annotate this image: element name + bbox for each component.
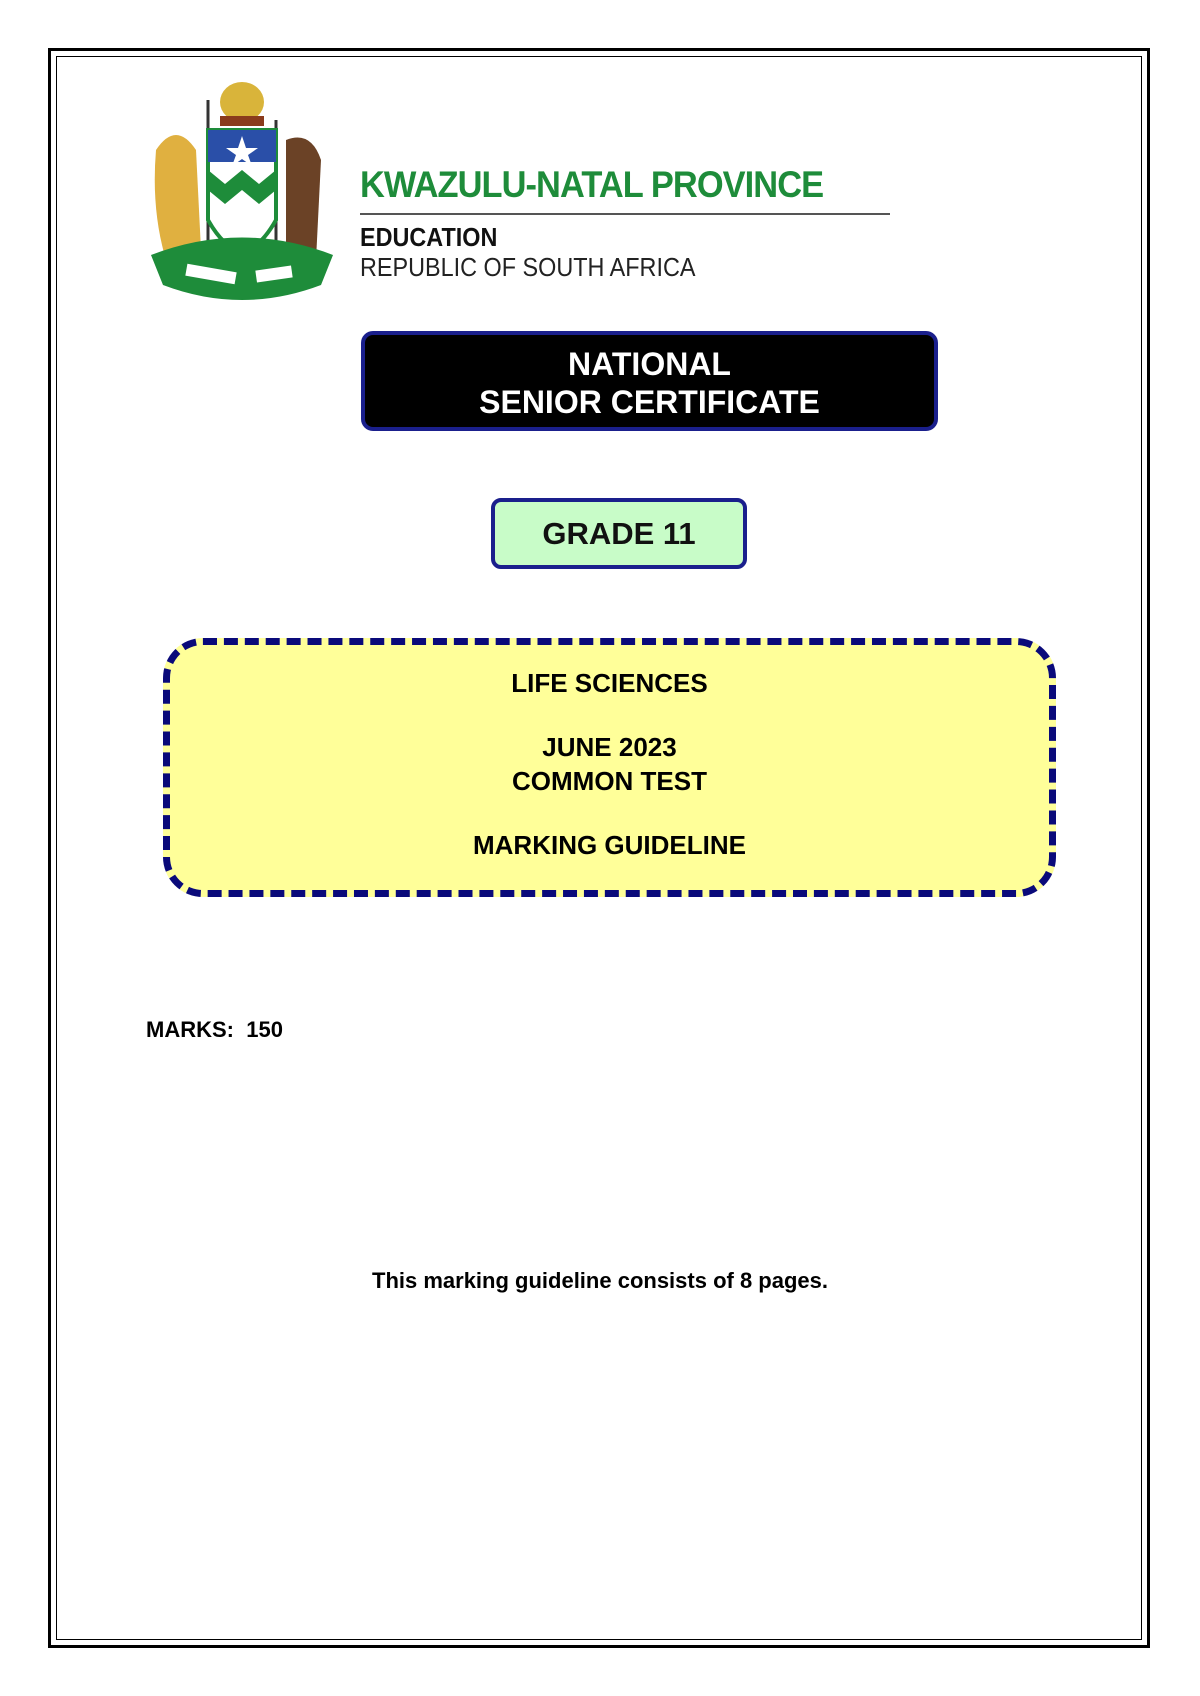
subject-box <box>163 638 1056 897</box>
document-type: MARKING GUIDELINE <box>473 830 746 860</box>
test-type: COMMON TEST <box>512 766 707 796</box>
certificate-banner <box>361 331 938 431</box>
department-name: EDUCATION <box>360 222 498 252</box>
province-title: KWAZULU-NATAL PROVINCE <box>360 164 824 205</box>
exam-session: JUNE 2023 <box>542 732 677 762</box>
subject-name: LIFE SCIENCES <box>511 668 708 698</box>
marks-label: MARKS: <box>146 1017 234 1042</box>
grade-badge: GRADE 11 <box>491 498 747 569</box>
marks-total <box>146 1017 283 1043</box>
header-divider <box>360 213 890 215</box>
kzn-coat-of-arms-icon <box>146 80 338 304</box>
marks-value: 150 <box>246 1017 283 1042</box>
certificate-line-1: NATIONAL <box>568 346 731 382</box>
country-name: REPUBLIC OF SOUTH AFRICA <box>360 252 696 282</box>
certificate-line-2: SENIOR CERTIFICATE <box>479 384 820 420</box>
page-count-note: This marking guideline consists of 8 pages. <box>372 1268 828 1293</box>
